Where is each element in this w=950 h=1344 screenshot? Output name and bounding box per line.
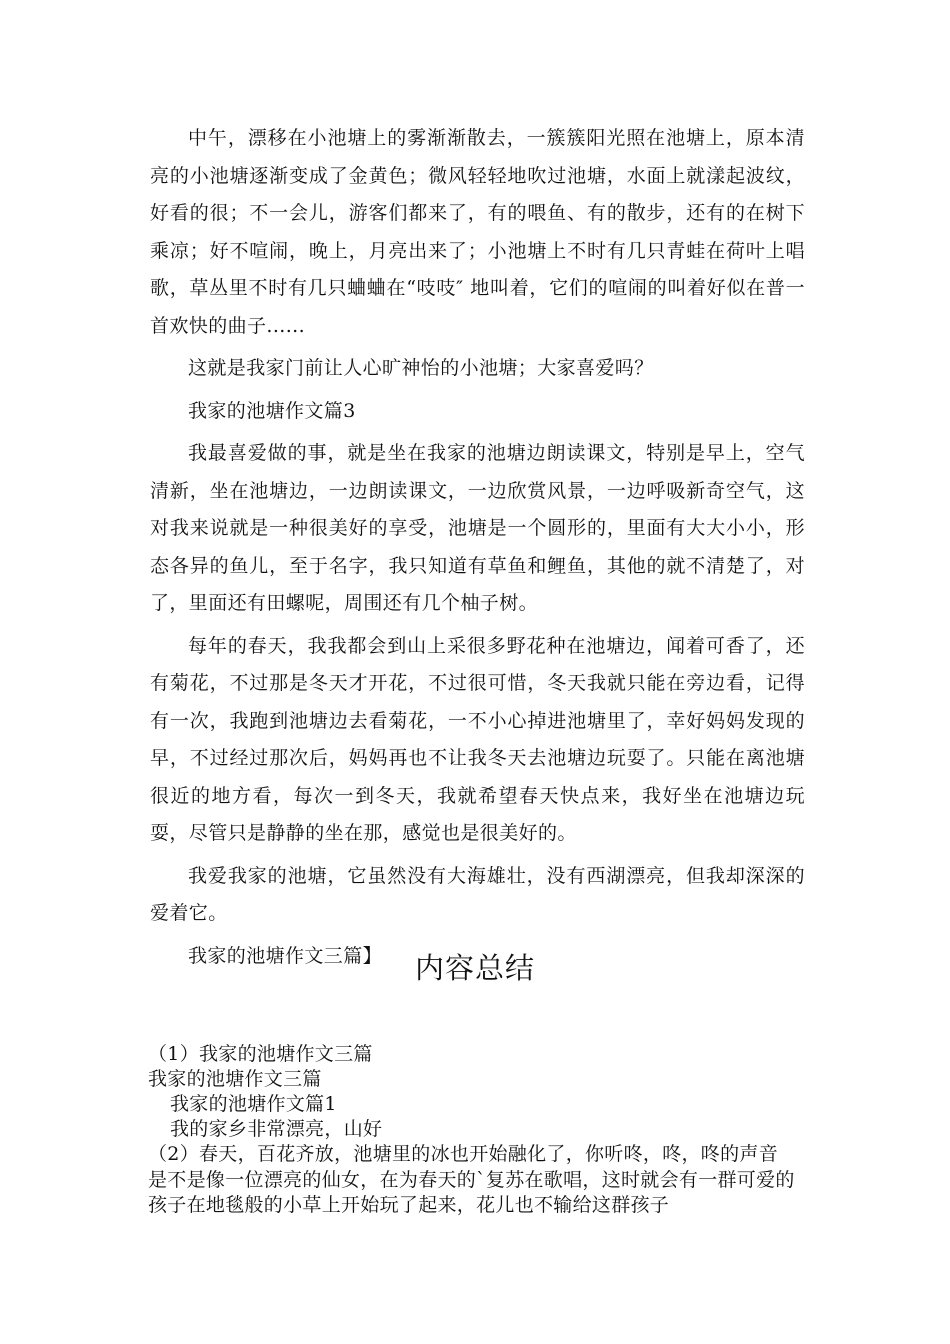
- summary-section: [148, 1042, 808, 1219]
- summary-subtitle: 我家的池塘作文三篇: [148, 1068, 322, 1090]
- paragraph-question: 这就是我家门前让人心旷神怡的小池塘；大家喜爱吗？: [188, 357, 654, 379]
- summary-item-2: （2）春天，百花齐放，池塘里的冰也开始融化了，你听咚，咚，咚的声音是不是像一位漂亮的仙女，在为春天的`复苏在歌唱，这时就会有一群可爱的孩子在地毯般的小草上开始玩了起来，花儿也不输给这群孩子: [148, 1143, 795, 1216]
- paragraph-noon-pond: 中午，漂移在小池塘上的雾渐渐散去，一簇簇阳光照在池塘上，原本清亮的小池塘逐渐变成了金黄色；微风轻轻地吹过池塘，水面上就漾起波纹，好看的很；不一会儿，游客们都来了，有的喂鱼、有的散步，还有的在树下乘凉；好不喧闹，晚上，月亮出来了；小池塘上不时有几只青蛙在荷叶上唱歌，草丛里不时有几只蛐蛐在“吱吱″ 地叫着，它们的喧闹的叫着好似在普一首欢快的曲子......: [150, 127, 805, 337]
- summary-essay-excerpt: 我的家乡非常漂亮，山好: [170, 1118, 383, 1140]
- paragraph-spring-flowers: 每年的春天，我我都会到山上采很多野花种在池塘边，闻着可香了，还有菊花，不过那是冬天才开花，不过很可惜，冬天我就只能在旁边看，记得有一次，我跑到池塘边去看菊花，一不小心掉进池塘里了，幸好妈妈发现的早，不过经过那次后，妈妈再也不让我冬天去池塘边玩耍了。只能在离池塘很近的地方看，每次一到冬天，我就希望春天快点来，我好坐在池塘边玩耍，尽管只是静静的坐在那，感觉也是很美好的。: [150, 634, 805, 844]
- essay-heading-3: 我家的池塘作文篇3: [188, 399, 356, 422]
- summary-title: 内容总结: [414, 951, 535, 985]
- article-closing-title: 我家的池塘作文三篇】: [188, 944, 383, 967]
- paragraph-love-pond: 我爱我家的池塘，它虽然没有大海雄壮，没有西湖漂亮，但我却深深的爱着它。: [150, 864, 805, 924]
- summary-essay-heading-1: 我家的池塘作文篇1: [170, 1093, 337, 1115]
- summary-item-1: （1）我家的池塘作文三篇: [148, 1043, 373, 1065]
- paragraph-reading-by-pond: 我最喜爱做的事，就是坐在我家的池塘边朗读课文，特别是早上，空气清新，坐在池塘边，一边朗读课文，一边欣赏风景，一边呼吸新奇空气，这对我来说就是一种很美好的享受，池塘是一个圆形的，里面有大大小小，形态各异的鱼儿，至于名字，我只知道有草鱼和鲤鱼，其他的就不清楚了，对了，里面还有田螺呢，周围还有几个柚子树。: [150, 442, 805, 614]
- article-body: [150, 120, 805, 980]
